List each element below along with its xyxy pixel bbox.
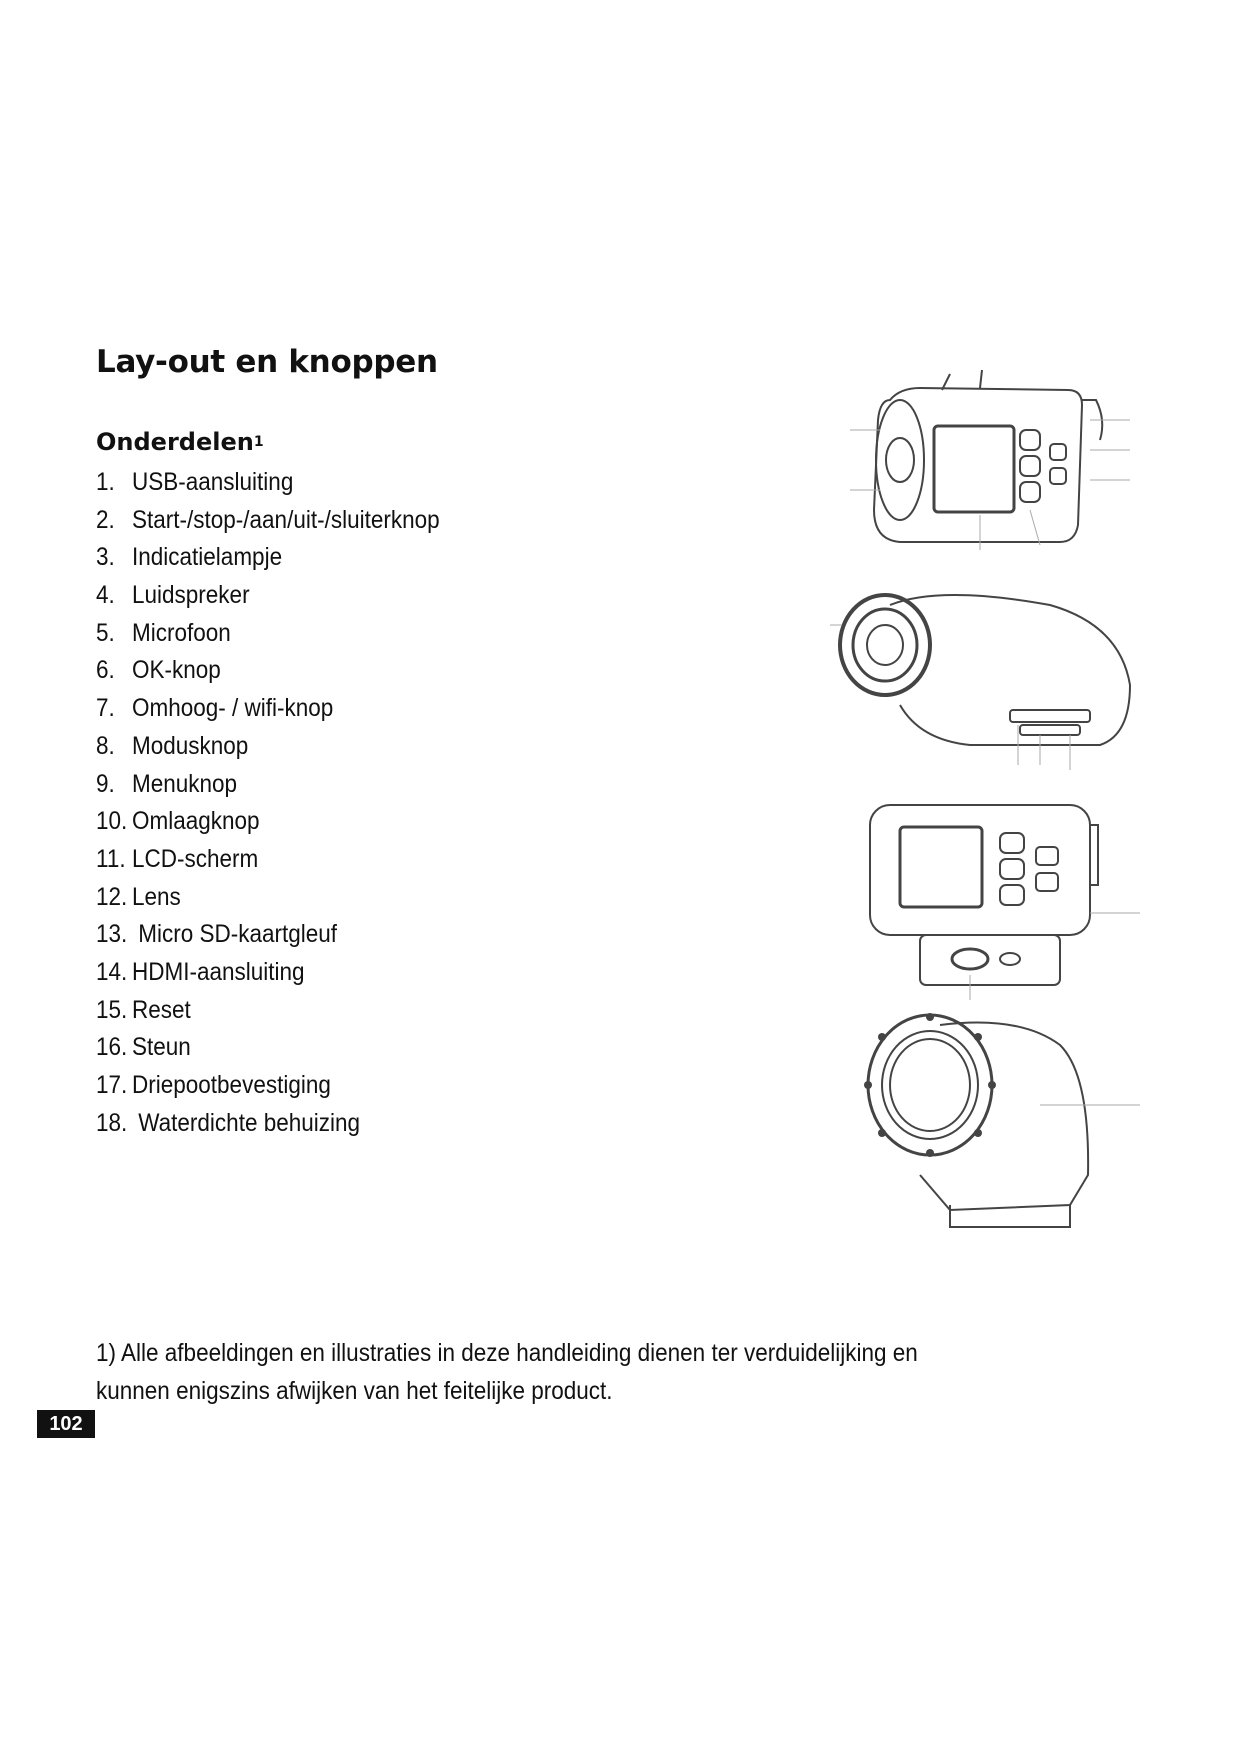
- item-label: Driepootbevestiging: [132, 1071, 331, 1099]
- item-label: Waterdichte behuizing: [132, 1108, 361, 1137]
- footnote-marker: 1: [253, 434, 264, 450]
- item-label: Microfoon: [132, 618, 231, 647]
- item-number: 6.: [96, 656, 115, 685]
- list-item: [96, 1067, 440, 1105]
- camera-side-illustration: [830, 575, 1150, 785]
- item-number: 2.: [96, 505, 115, 534]
- list-item: [96, 652, 440, 690]
- item-label: USB-aansluiting: [132, 468, 294, 496]
- item-number: 16.: [96, 1033, 128, 1062]
- item-number: 17.: [96, 1071, 128, 1099]
- list-item: [96, 615, 440, 653]
- item-label: Indicatielampje: [132, 543, 283, 572]
- camera-front-illustration: [850, 360, 1150, 560]
- item-label: Reset: [132, 995, 191, 1024]
- item-label: Modusknop: [132, 731, 249, 760]
- list-item: [96, 879, 440, 917]
- waterproof-housing-illustration: [860, 1005, 1150, 1230]
- item-label: Start-/stop-/aan/uit-/sluiterknop: [132, 505, 440, 534]
- item-number: 10.: [96, 807, 128, 836]
- list-item: [96, 502, 440, 540]
- item-label: HDMI-aansluiting: [132, 957, 305, 986]
- list-item: [96, 766, 440, 804]
- item-label: Micro SD-kaartgleuf: [132, 920, 338, 949]
- item-number: 15.: [96, 995, 128, 1024]
- item-number: 8.: [96, 731, 115, 760]
- footnote: 1) Alle afbeeldingen en illustraties in deze handleiding dienen ter verduidelijking en kunnen enigszins afwijken van het feitelijke product.: [96, 1339, 918, 1405]
- item-label: Omhoog- / wifi-knop: [132, 694, 334, 723]
- item-number: 14.: [96, 957, 128, 986]
- parts-list: [96, 464, 478, 1142]
- list-item: [96, 803, 440, 841]
- page-title: Lay-out en knoppen: [96, 344, 438, 380]
- item-label: OK-knop: [132, 656, 221, 685]
- list-item: [96, 690, 440, 728]
- list-item: [96, 992, 440, 1030]
- item-number: 13.: [96, 920, 128, 949]
- subtitle-text: Onderdelen: [96, 428, 254, 456]
- item-label: Luidspreker: [132, 581, 250, 610]
- item-label: Lens: [132, 882, 181, 911]
- item-number: 12.: [96, 882, 128, 911]
- list-item: [96, 1029, 440, 1067]
- item-number: 4.: [96, 581, 115, 610]
- item-number: 1.: [96, 468, 115, 496]
- item-number: 7.: [96, 694, 115, 723]
- list-item: [96, 954, 440, 992]
- list-item: [96, 916, 440, 954]
- item-label: Omlaagknop: [132, 807, 260, 836]
- item-label: Menuknop: [132, 769, 238, 798]
- item-number: 18.: [96, 1108, 128, 1137]
- list-item: [96, 841, 440, 879]
- item-number: 3.: [96, 543, 115, 572]
- item-number: 11.: [96, 844, 126, 873]
- list-item: [96, 728, 440, 766]
- camera-mount-illustration: [860, 795, 1150, 1005]
- list-item: [96, 539, 440, 577]
- item-number: 9.: [96, 769, 115, 798]
- list-item: [96, 464, 440, 502]
- item-number: 5.: [96, 618, 115, 647]
- list-item: [96, 577, 440, 615]
- item-label: Steun: [132, 1033, 191, 1062]
- item-label: LCD-scherm: [132, 844, 259, 873]
- section-subtitle: [96, 428, 264, 456]
- list-item: [96, 1105, 440, 1143]
- page-number: 102: [37, 1410, 95, 1438]
